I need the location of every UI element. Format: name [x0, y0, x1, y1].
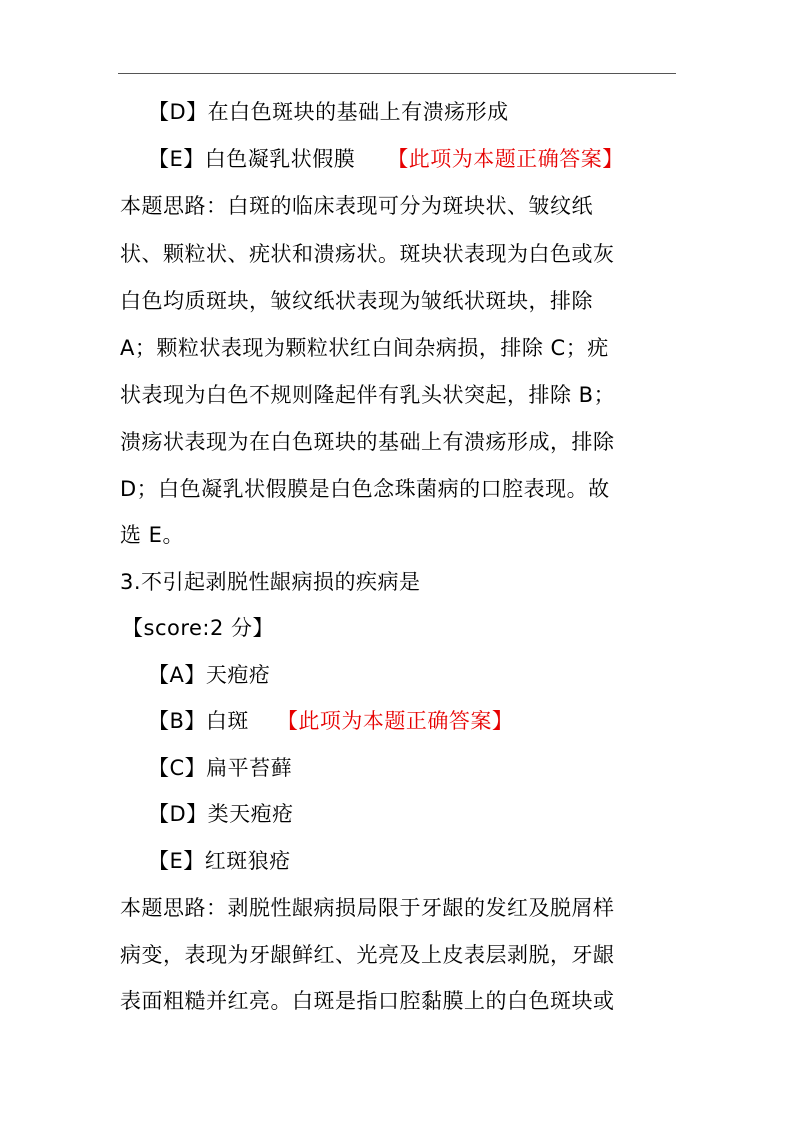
q3-analysis-line: 病变，表现为牙龈鲜红、光亮及上皮表层剥脱，牙龈	[120, 943, 615, 967]
q3-analysis-line: 本题思路：剥脱性龈病损局限于牙龈的发红及脱屑样	[120, 896, 615, 920]
q2-analysis-line: 本题思路：白斑的临床表现可分为斑块状、皱纹纸	[120, 194, 593, 218]
q3-option-b-text: 【B】白斑	[148, 709, 249, 733]
correct-answer-mark: 【此项为本题正确答案】	[387, 147, 624, 171]
q2-analysis-line: D；白色凝乳状假膜是白色念珠菌病的口腔表现。故	[120, 477, 610, 501]
q2-option-e-text: 【E】白色凝乳状假膜	[148, 147, 356, 171]
q3-option-a: 【A】天疱疮	[148, 663, 271, 687]
correct-answer-mark: 【此项为本题正确答案】	[276, 709, 514, 733]
q3-analysis-line: 表面粗糙并红亮。白斑是指口腔黏膜上的白色斑块或	[120, 989, 615, 1013]
q3-option-b	[148, 705, 708, 737]
q3-option-e: 【E】红斑狼疮	[148, 849, 291, 873]
q2-option-d	[148, 96, 708, 128]
q3-option-c: 【C】扁平苔藓	[148, 756, 293, 780]
q3-option-d: 【D】类天疱疮	[148, 802, 294, 826]
q2-option-e	[148, 143, 708, 175]
header-rule	[118, 73, 676, 74]
q2-analysis-line: 白色均质斑块，皱纹纸状表现为皱纸状斑块，排除	[120, 289, 593, 313]
q2-analysis-line: 状、颗粒状、疣状和溃疡状。斑块状表现为白色或灰	[120, 242, 615, 266]
q3-score: 【score:2 分】	[122, 616, 275, 640]
q2-analysis-line: 溃疡状表现为在白色斑块的基础上有溃疡形成，排除	[120, 430, 615, 454]
q2-option-d-text: 【D】在白色斑块的基础上有溃疡形成	[148, 100, 509, 124]
q3-stem: 3.不引起剥脱性龈病损的疾病是	[120, 570, 421, 594]
q2-analysis-line: 状表现为白色不规则隆起伴有乳头状突起，排除 B；	[120, 383, 616, 407]
q2-analysis-line: A；颗粒状表现为颗粒状红白间杂病损，排除 C；疣	[120, 336, 609, 360]
q2-analysis-line: 选 E。	[120, 523, 184, 547]
